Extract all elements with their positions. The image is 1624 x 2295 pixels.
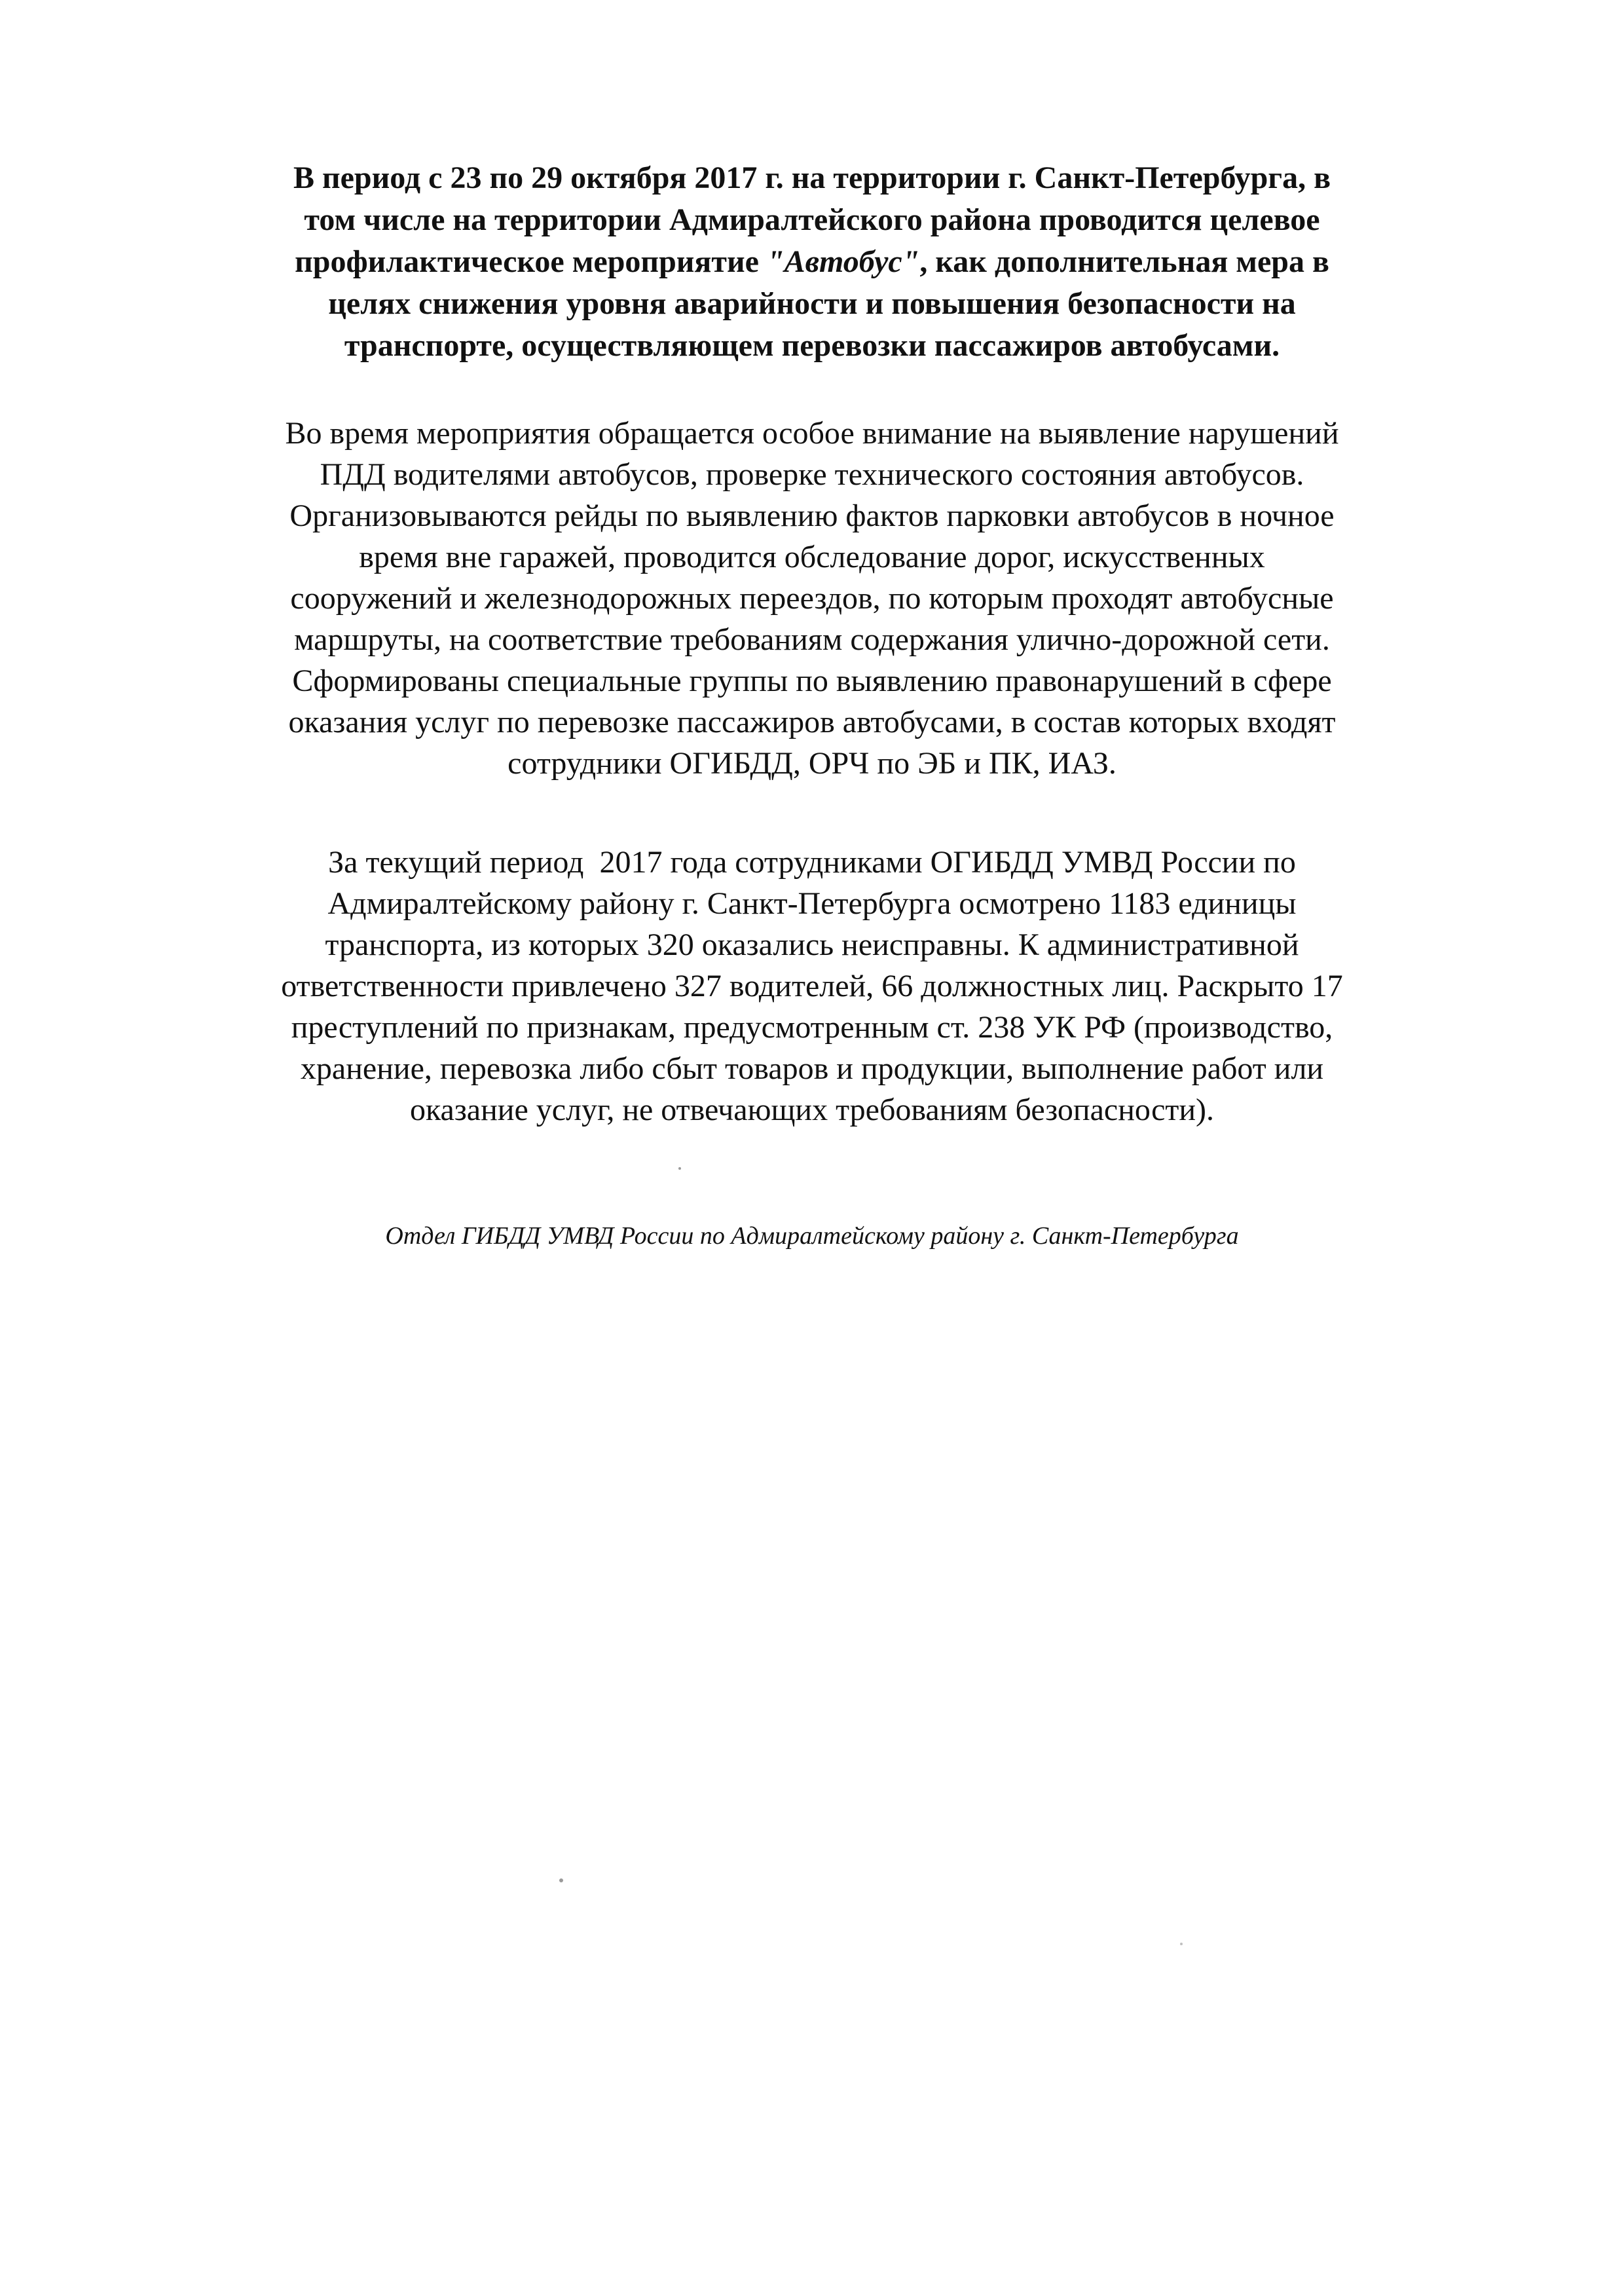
scan-speck bbox=[1180, 1943, 1183, 1945]
paragraph-line: Во время мероприятия обращается особое внимание на выявление нарушений bbox=[285, 416, 1339, 451]
paragraph-line: маршруты, на соответствие требованиям содержания улично-дорожной сети. bbox=[294, 622, 1330, 657]
heading-line bbox=[177, 241, 1447, 283]
department-signature bbox=[177, 1220, 1447, 1252]
heading-line-prefix: профилактическое мероприятие bbox=[295, 244, 767, 279]
paragraph-line: Адмиралтейскому району г. Санкт-Петербурга осмотрено 1183 единицы bbox=[327, 886, 1297, 921]
event-name-emphasis: "Автобус" bbox=[766, 244, 920, 279]
paragraph-line: преступлений по признакам, предусмотренным ст. 238 УК РФ (производство, bbox=[291, 1010, 1333, 1045]
paragraph-line: время вне гаражей, проводится обследование дорог, искусственных bbox=[359, 540, 1265, 574]
paragraph-line: ПДД водителями автобусов, проверке технического состояния автобусов. bbox=[320, 457, 1304, 492]
paragraph-line: сооружений и железнодорожных переездов, по которым проходят автобусные bbox=[290, 581, 1334, 616]
paragraph-line: сотрудники ОГИБДД, ОРЧ по ЭБ и ПК, ИАЗ. bbox=[507, 746, 1116, 781]
scan-speck bbox=[559, 1878, 563, 1882]
paragraph-line: транспорта, из которых 320 оказались неисправны. К административной bbox=[325, 927, 1299, 962]
signature-text: Отдел ГИБДД УМВД России по Адмиралтейскому району г. Санкт-Петербурга bbox=[385, 1222, 1239, 1250]
measures-paragraph bbox=[177, 413, 1447, 784]
heading-line: том числе на территории Адмиралтейского района проводится целевое bbox=[304, 202, 1320, 237]
paragraph-line: хранение, перевозка либо сбыт товаров и продукции, выполнение работ или bbox=[300, 1051, 1324, 1086]
statistics-paragraph bbox=[177, 842, 1447, 1130]
scan-speck bbox=[678, 1167, 681, 1170]
paragraph-line: За текущий период 2017 года сотрудниками ОГИБДД УМВД России по bbox=[328, 845, 1296, 880]
heading-line-suffix: , как дополнительная мера в bbox=[919, 244, 1329, 279]
paragraph-line: Организовываются рейды по выявлению фактов парковки автобусов в ночное bbox=[289, 498, 1335, 533]
paragraph-line: оказания услуг по перевозке пассажиров автобусами, в состав которых входят bbox=[288, 705, 1336, 739]
heading-line: транспорте, осуществляющем перевозки пассажиров автобусами. bbox=[344, 328, 1280, 363]
paragraph-line: Сформированы специальные группы по выявлению правонарушений в сфере bbox=[292, 663, 1332, 698]
heading-line: целях снижения уровня аварийности и повышения безопасности на bbox=[328, 286, 1296, 321]
document-heading bbox=[177, 157, 1447, 367]
paragraph-line: оказание услуг, не отвечающих требованиям безопасности). bbox=[409, 1092, 1215, 1127]
paragraph-line: ответственности привлечено 327 водителей, 66 должностных лиц. Раскрыто 17 bbox=[281, 969, 1343, 1003]
heading-line: В период с 23 по 29 октября 2017 г. на территории г. Санкт-Петербурга, в bbox=[293, 160, 1331, 195]
